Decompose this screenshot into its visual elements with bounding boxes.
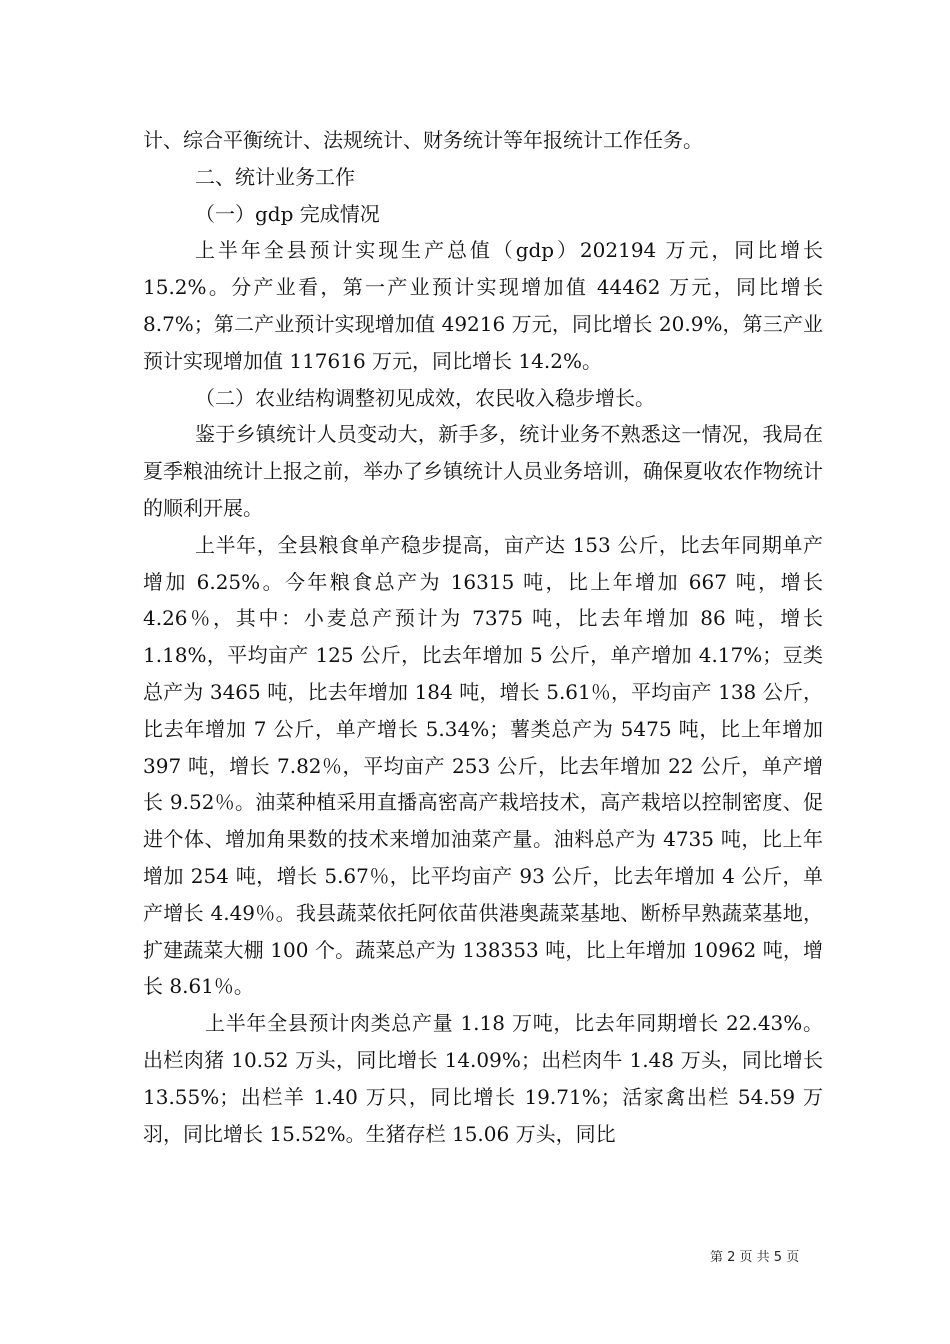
section-heading: 二、统计业务工作 bbox=[195, 164, 355, 189]
paragraph-continuation: 计、综合平衡统计、法规统计、财务统计等年报统计工作任务。 bbox=[143, 128, 703, 152]
paragraph-grain-output: 上半年，全县粮食单产稳步提高，亩产达 153 公斤，比去年同期单产增加 6.25%。今年粮食总产为 16315 吨，比上年增加 667 吨，增长 4.26％，其中：小麦总产预计为 7375 吨，比去年增加 86 吨，增长 1.18%，平均亩产 125 公斤，比去年增加 5 公斤，单产增加 4.17%；豆类总产为 3465 吨，比去年增加 184 吨，增长 5.61％，平均亩产 138 公斤，比去年增加 7 公斤，单产增长 5.34%；薯类总产为 5475 吨，比上年增加 397 吨，增长 7.82％，平均亩产 253 公斤，比去年增加 22 公斤，单产增长 9.52％。油菜种植采用直播高密高产栽培技术，高产栽培以控制密度、促进个体、增加角果数的技术来增加油菜产量。油料总产为 4735 吨，比上年增加 254 吨，增长 5.67％，比平均亩产 93 公斤，比去年增加 4 公斤，单产增长 4.49％。我县蔬菜依托阿依苗供港奥蔬菜基地、断桥早熟蔬菜基地，扩建蔬菜大棚 100 个。蔬菜总产为 138353 吨，比上年增加 10962 吨，增长 8.61％。 bbox=[143, 532, 823, 999]
paragraph-training: 鉴于乡镇统计人员变动大，新手多，统计业务不熟悉这一情况，我局在夏季粮油统计上报之前，举办了乡镇统计人员业务培训，确保夏收农作物统计的顺利开展。 bbox=[143, 422, 823, 520]
subsection-heading-agriculture: （二）农业结构调整初见成效，农民收入稳步增长。 bbox=[195, 385, 655, 410]
document-body bbox=[143, 122, 823, 1152]
page-number: 第 2 页 共 5 页 bbox=[710, 1250, 800, 1265]
subsection-heading-gdp: （一）gdp 完成情况 bbox=[195, 201, 380, 226]
paragraph-meat-output: 上半年全县预计肉类总产量 1.18 万吨，比去年同期增长 22.43%。出栏肉猪 10.52 万头，同比增长 14.09%；出栏肉牛 1.48 万头，同比增长 13.55%；出栏羊 1.40 万只，同比增长 19.71%；活家禽出栏 54.59 万羽，同比增长 15.52%。生猪存栏 15.06 万头，同比 bbox=[143, 1011, 823, 1146]
paragraph-gdp: 上半年全县预计实现生产总值（gdp）202194 万元，同比增长 15.2%。分产业看，第一产业预计实现增加值 44462 万元，同比增长 8.7%；第二产业预计实现增加值 49216 万元，同比增长 20.9%，第三产业预计实现增加值 117616 万元，同比增长 14.2%。 bbox=[143, 238, 823, 373]
